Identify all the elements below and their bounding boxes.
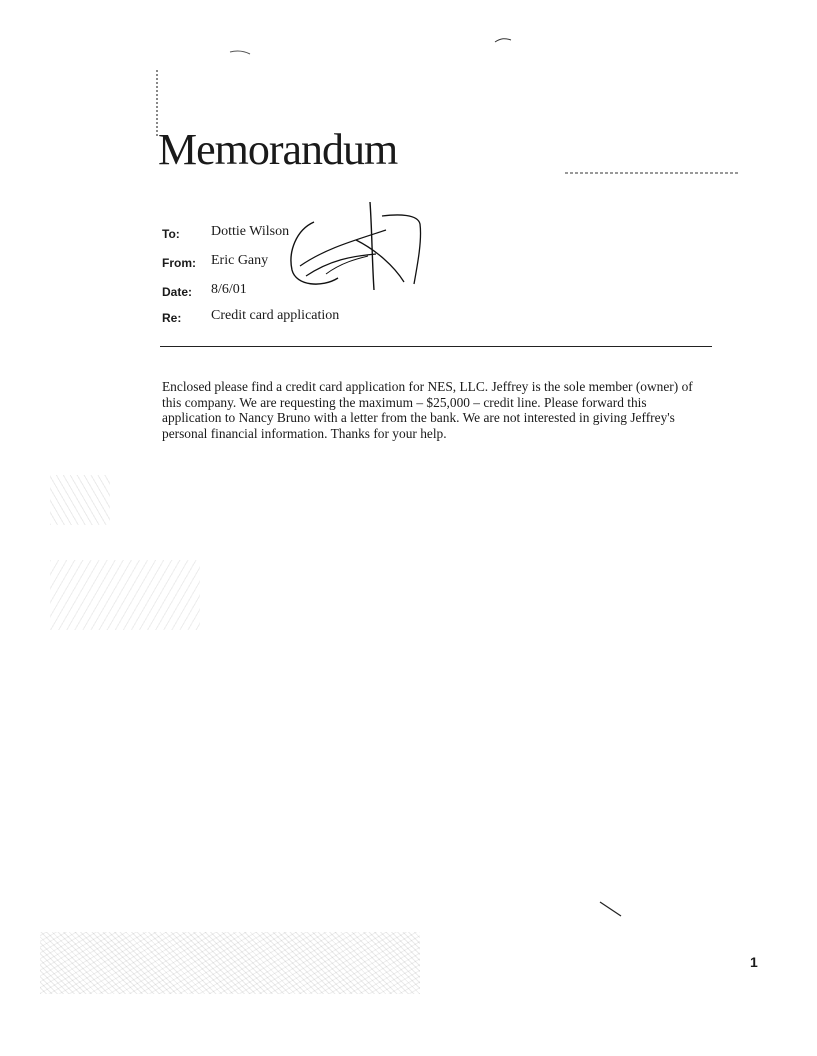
page-number: 1	[750, 954, 758, 970]
scan-noise	[40, 932, 420, 994]
re-value: Credit card application	[211, 308, 340, 323]
header-divider	[160, 346, 712, 347]
memo-title: Memorandum	[158, 125, 398, 174]
scan-speck	[598, 900, 624, 920]
date-label: Date:	[162, 285, 193, 299]
scan-mark-rule	[565, 172, 740, 174]
re-label: Re:	[162, 311, 182, 325]
date-value: 8/6/01	[211, 282, 247, 297]
to-label: To:	[162, 227, 180, 241]
scan-noise	[50, 560, 200, 630]
from-label: From:	[162, 256, 196, 270]
from-value: Eric Gany	[211, 253, 269, 268]
memo-body: Enclosed please find a credit card application for NES, LLC. Jeffrey is the sole member (owner) of this company. We are requesting the maximum – $25,000 – credit line. Please forward this application to Nancy Bruno with a letter from the bank. We are not interested in giving Jeffrey's personal financial information. Thanks for your help.	[162, 379, 693, 441]
scan-speck	[228, 48, 252, 56]
to-value: Dottie Wilson	[211, 224, 290, 239]
handwritten-signature	[286, 200, 426, 296]
scan-noise	[50, 475, 110, 525]
scan-speck	[493, 36, 513, 44]
